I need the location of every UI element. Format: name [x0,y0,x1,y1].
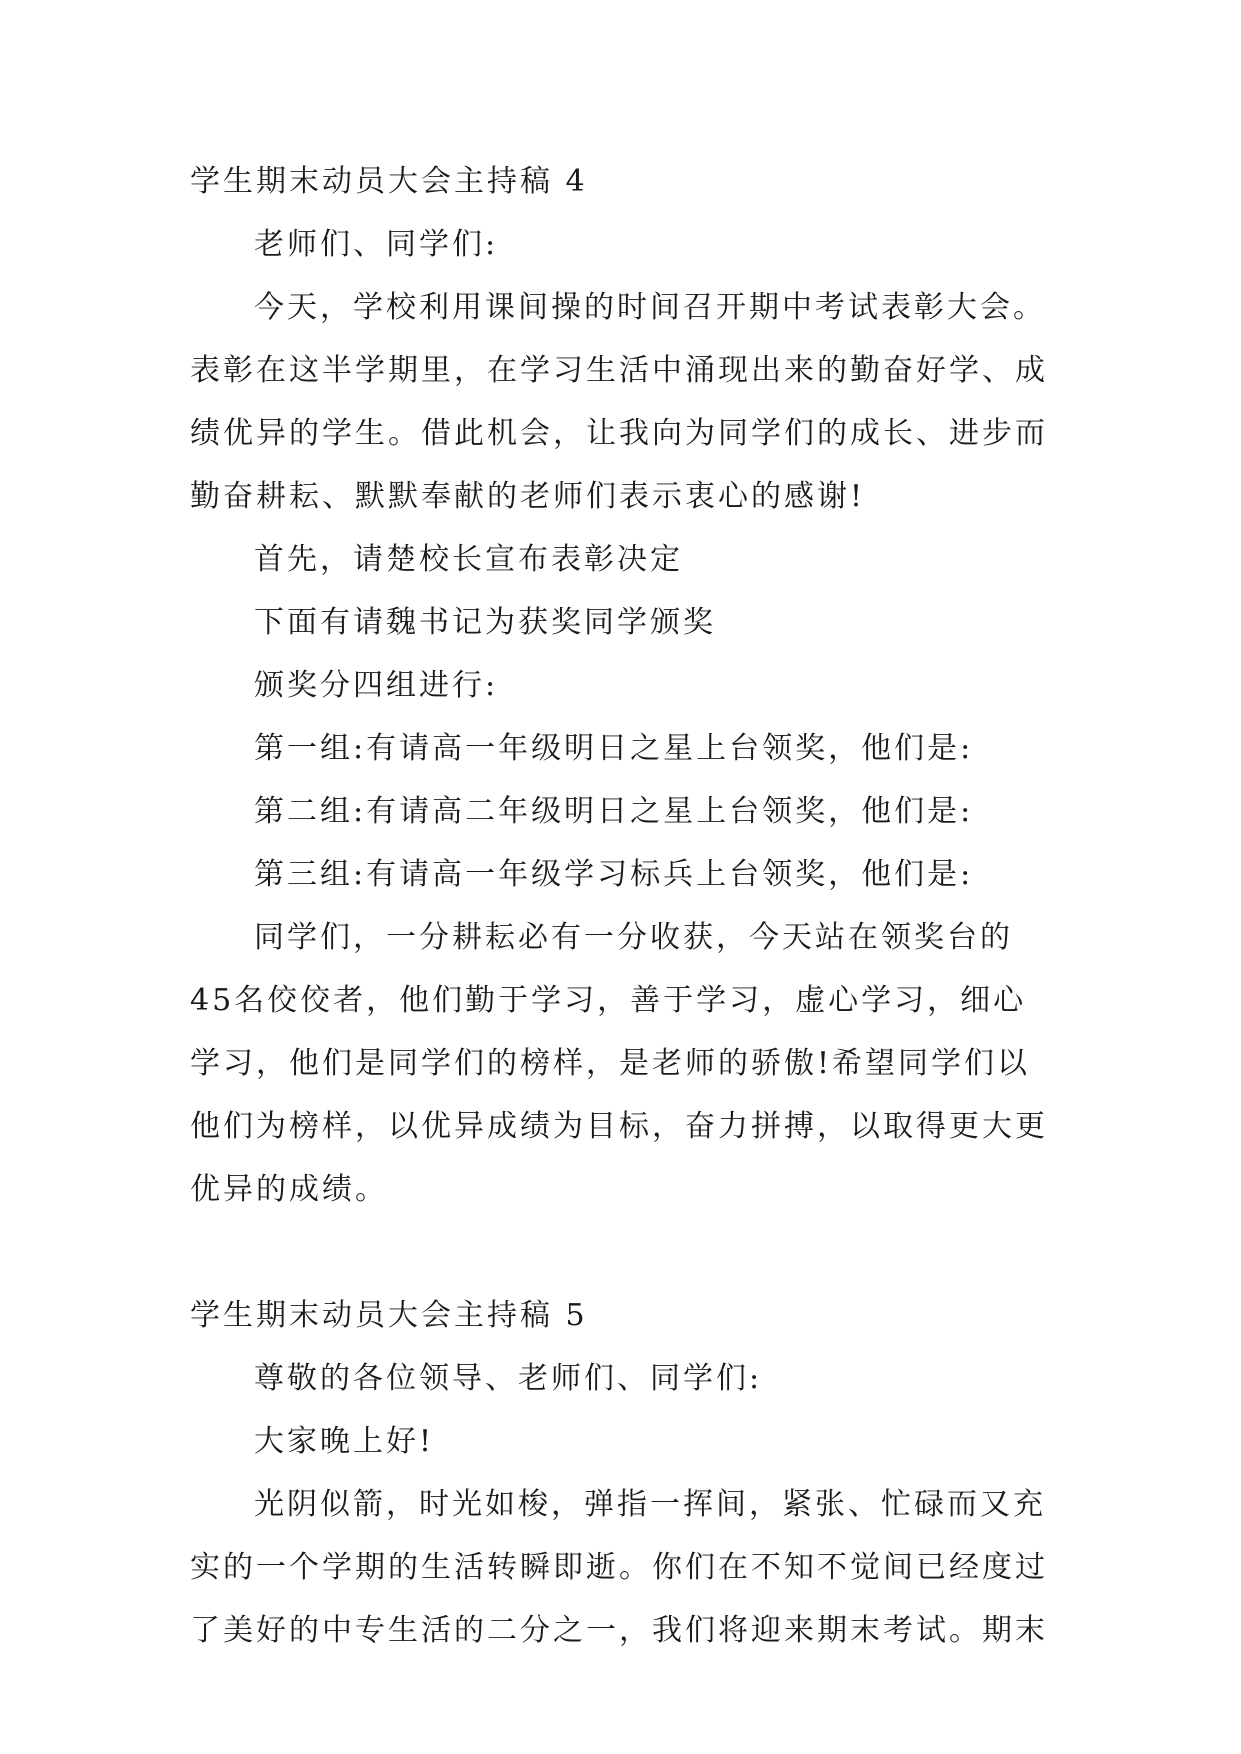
section-spacer [190,1221,1050,1284]
paragraph: 第三组:有请高一年级学习标兵上台领奖，他们是: [254,857,974,892]
section-5 [190,1284,1050,1662]
paragraph: 下面有请魏书记为获奖同学颁奖 [254,605,716,640]
paragraph: 第二组:有请高二年级明日之星上台领奖，他们是: [254,794,974,829]
paragraph: 光阴似箭，时光如梭，弹指一挥间，紧张、忙碌而又充实的一个学期的生活转瞬即逝。你们在不知不觉间已经度过了美好的中专生活的二分之一，我们将迎来期末考试。期末 [190,1487,1048,1648]
paragraph: 老师们、同学们: [254,227,499,262]
section-4 [190,150,1050,1221]
paragraph: 同学们，一分耕耘必有一分收获，今天站在领奖台的45名佼佼者，他们勤于学习，善于学习，虚心学习，细心学习，他们是同学们的榜样，是老师的骄傲!希望同学们以他们为榜样，以优异成绩为目标，奋力拼搏，以取得更大更优异的成绩。 [190,920,1048,1207]
paragraph: 第一组:有请高一年级明日之星上台领奖，他们是: [254,731,974,766]
paragraph: 尊敬的各位领导、老师们、同学们: [254,1361,763,1396]
paragraph: 今天，学校利用课间操的时间召开期中考试表彰大会。表彰在这半学期里，在学习生活中涌现出来的勤奋好学、成绩优异的学生。借此机会，让我向为同学们的成长、进步而勤奋耕耘、默默奉献的老师们表示衷心的感谢! [190,290,1048,514]
paragraph: 首先，请楚校长宣布表彰决定 [254,542,683,577]
section-4-title: 学生期末动员大会主持稿 4 [190,164,588,199]
paragraph: 大家晚上好! [254,1424,435,1459]
paragraph: 颁奖分四组进行: [254,668,499,703]
section-5-title: 学生期末动员大会主持稿 5 [190,1298,588,1333]
document-body [190,150,1050,1662]
